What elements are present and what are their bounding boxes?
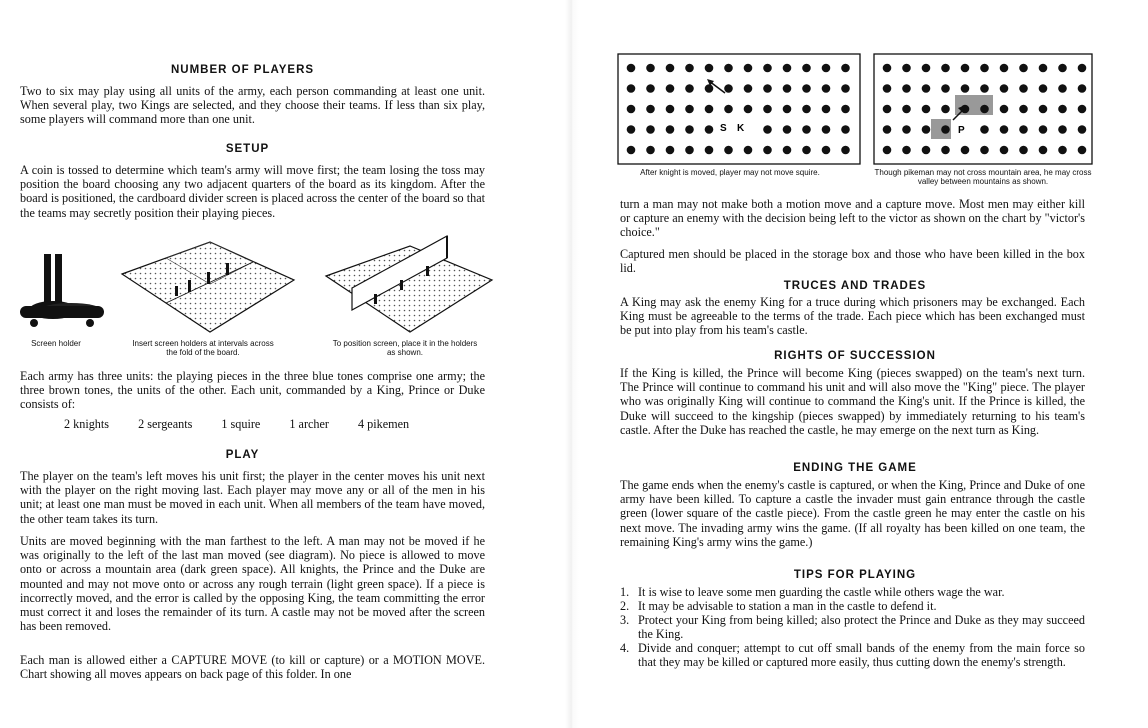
paragraph-captured-men: Captured men should be placed in the storage box and those who have been killed in the box lid. [620,247,1085,276]
board-dot [646,84,655,93]
board-dot [1058,84,1067,93]
board-dot [841,64,850,73]
board-dot [922,105,931,114]
board-dot [763,146,772,155]
board-dot [744,84,753,93]
board-dot [1019,84,1028,93]
board-dot [961,146,970,155]
board-dot [666,146,675,155]
board-dot [685,125,694,134]
board-dot [822,105,831,114]
board-dot [646,125,655,134]
board-dot [1078,64,1087,73]
heading-truces-and-trades: TRUCES AND TRADES [783,280,927,292]
board-dot [1078,84,1087,93]
caption-insert-holders: Insert screen holders at intervals across the fold of the board. [132,339,274,357]
board-dot [646,64,655,73]
board-dot [802,146,811,155]
pikeman-mountain-diagram [873,53,1093,165]
diagram-label-knight: K [737,123,745,134]
board-dot [841,84,850,93]
board-dot [627,105,636,114]
tips-list [620,585,1085,669]
unit-pikemen: 4 pikemen [358,417,410,431]
heading-tips-for-playing: TIPS FOR PLAYING [793,569,917,581]
board-dot [822,146,831,155]
board-dot [763,105,772,114]
board-dot [763,84,772,93]
knight-squire-diagram [617,53,861,165]
board-dot [744,146,753,155]
tip-item: 2. It may be advisable to station a man in the castle to defend it. [620,599,937,613]
board-dot [883,105,892,114]
paragraph-setup: A coin is tossed to determine which team's army will move first; the team losing the toss may position the board choosing any two adjacent quarters of the board as its kingdom. After the board is positioned, the cardboard divider screen is placed across the center of the board so that the teams may secretly position their playing pieces. [20,163,485,220]
heading-ending-the-game: ENDING THE GAME [793,462,917,474]
board-dot [705,146,714,155]
board-dot [627,125,636,134]
board-dot [783,146,792,155]
tip-item: 3. Protect your King from being killed; also protect the Prince and Duke as they may succeed the King. [620,613,1085,641]
board-dot [922,84,931,93]
board-dot [902,84,911,93]
paragraph-ending: The game ends when the enemy's castle is captured, or when the King, Prince and Duke of one army have been killed. To capture a castle the invader must gain entrance through the castle green (lower square of the castle piece). From the castle green he may enter the castle on his next move. The invading army wins the game. (If all royalty has been killed on one team, the remaining King's army wins the game.) [620,478,1085,549]
board-dot [961,84,970,93]
diagram-label-squire: S [720,123,727,134]
board-dot [783,84,792,93]
paragraph-play-order: The player on the team's left moves his unit first; the player in the center moves his unit next with the player on the right moving last. Each player may move any or all of the men in his unit; at least one man must be moved in each unit. When all members of the team have moved, the other team takes its turn. [20,469,485,526]
paragraph-truces: A King may ask the enemy King for a truce during which prisoners may be exchanged. Each King must be agreeable to the terms of the trade. Each piece which has been exchanged must be put into play from his team's castle. [620,295,1085,338]
board-dot [1000,125,1009,134]
board-dot [883,84,892,93]
board-dot [822,84,831,93]
board-dot [685,84,694,93]
board-dot [922,125,931,134]
board-dot [705,125,714,134]
board-dot [724,64,733,73]
paragraph-succession: If the King is killed, the Prince will become King (pieces swapped) on the team's next turn. The Prince will continue to command his unit and will also move the "King" piece. The player who was originally King will continue to command the King's unit. If the Prince is killed, the Duke will succeed to the kingship (pieces swapped) by immediately returning to his team's castle. After the Duke has reached the castle, he may emerge on the next turn as King. [620,366,1085,437]
board-dot [941,125,950,134]
paragraph-movement-rules: Units are moved beginning with the man farthest to the left. A man may not be moved if he was originally to the left of the last man moved (see diagram). No piece is allowed to move onto or across a mountain area (dark green space). All knights, the Prince and the Duke are mounted and may not move onto or across any rough terrain (light green space). If a piece is incorrectly moved, and the error is called by the opposing King, the team committing the error must correct it and loses the remainder of its turn. A castle may not be moved after the screen has been removed. [20,534,485,634]
board-dot [980,64,989,73]
caption-position-screen: To position screen, place it in the holders as shown. [332,339,478,357]
tip-item: 4. Divide and conquer; attempt to cut off small bands of the enemy from the main force so that they may be killed or captured more easily, thus cutting down the enemy's strength. [620,641,1085,669]
board-dot [1019,64,1028,73]
board-dot [1039,64,1048,73]
board-dot [666,125,675,134]
board-dot [783,125,792,134]
board-dot [1039,125,1048,134]
board-dot [883,125,892,134]
board-dot [802,84,811,93]
board-dot [744,105,753,114]
board-dot [941,105,950,114]
page-fold [565,0,579,728]
board-dot [1058,105,1067,114]
board-dot [627,64,636,73]
board-dot [627,146,636,155]
board-dot [902,125,911,134]
unit-squire: 1 squire [221,417,261,431]
unit-composition-list [64,417,435,432]
board-dot [705,84,714,93]
board-dot [841,125,850,134]
heading-setup: SETUP [225,143,270,155]
board-dot [646,105,655,114]
board-dot [980,125,989,134]
board-dot [922,64,931,73]
tip-item: 1. It is wise to leave some men guarding the castle while others wage the war. [620,585,1005,599]
diagram-label-pikeman: P [958,125,965,136]
board-dot [980,146,989,155]
board-dot [1058,64,1067,73]
board-dot [841,146,850,155]
paragraph-move-types: Each man is allowed either a CAPTURE MOVE (to kill or capture) or a MOTION MOVE. Chart showing all moves appears on back page of this folder. In one [20,653,485,682]
board-dot [646,146,655,155]
unit-knights: 2 knights [64,417,110,431]
board-dot [724,84,733,93]
board-dot [763,64,772,73]
board-dot [1078,146,1087,155]
board-dot [724,105,733,114]
board-dot [902,64,911,73]
board-dot [744,64,753,73]
paragraph-turn-moves: turn a man may not make both a motion move and a capture move. Most men may either kill or capture an enemy with the decision being left to the victor as shown on the chart by "victor's choice." [620,197,1085,240]
board-dot [1039,105,1048,114]
board-dot [802,125,811,134]
board-dot [883,146,892,155]
unit-archer: 1 archer [289,417,329,431]
board-dot [1039,84,1048,93]
board-dot [802,64,811,73]
board-dot [1000,105,1009,114]
caption-screen-holder: Screen holder [31,339,81,348]
caption-pikeman: Though pikeman may not cross mountain area, he may cross valley between mountains as shown. [874,168,1092,186]
board-with-screen-illustration [322,228,497,336]
board-dot [961,64,970,73]
board-dot [1058,125,1067,134]
board-dot [941,146,950,155]
board-dot [783,64,792,73]
caption-knight-squire: After knight is moved, player may not move squire. [640,168,820,177]
paragraph-army: Each army has three units: the playing pieces in the three blue tones comprise one army; the three brown tones, the units of the other. Each unit, commanded by a King, Prince or Duke consists of: [20,369,485,412]
board-with-holders-illustration [118,236,298,336]
board-dot [1039,146,1048,155]
unit-sergeants: 2 sergeants [138,417,193,431]
board-dot [705,105,714,114]
board-dot [980,84,989,93]
board-dot [685,146,694,155]
board-dot [1058,146,1067,155]
board-dot [922,146,931,155]
board-dot [941,84,950,93]
board-dot [902,146,911,155]
board-dot [980,105,989,114]
board-dot [724,146,733,155]
board-dot [802,105,811,114]
board-dot [822,125,831,134]
board-dot [941,64,950,73]
board-dot [841,105,850,114]
board-dot [666,105,675,114]
board-dot [666,64,675,73]
heading-play: PLAY [225,449,260,461]
board-dot [627,84,636,93]
board-dot [705,64,714,73]
board-dot [783,105,792,114]
board-dot [763,125,772,134]
board-dot [822,64,831,73]
board-dot [1000,146,1009,155]
board-dot [666,84,675,93]
board-dot [1019,105,1028,114]
heading-number-of-players: NUMBER OF PLAYERS [170,64,315,76]
screen-holder-illustration [14,248,114,333]
board-dot [883,64,892,73]
board-dot [902,105,911,114]
board-dot [1078,125,1087,134]
board-dot [1019,125,1028,134]
board-dot [1000,84,1009,93]
board-dot [1000,64,1009,73]
heading-rights-of-succession: RIGHTS OF SUCCESSION [774,350,936,362]
board-dot [1078,105,1087,114]
board-dot [1019,146,1028,155]
board-dot [685,105,694,114]
paragraph-number-of-players: Two to six may play using all units of the army, each person commanding at least one unit. When several play, two Kings are selected, and they choose their teams. If less than six play, some players will command more than one unit. [20,84,485,127]
board-dot [685,64,694,73]
